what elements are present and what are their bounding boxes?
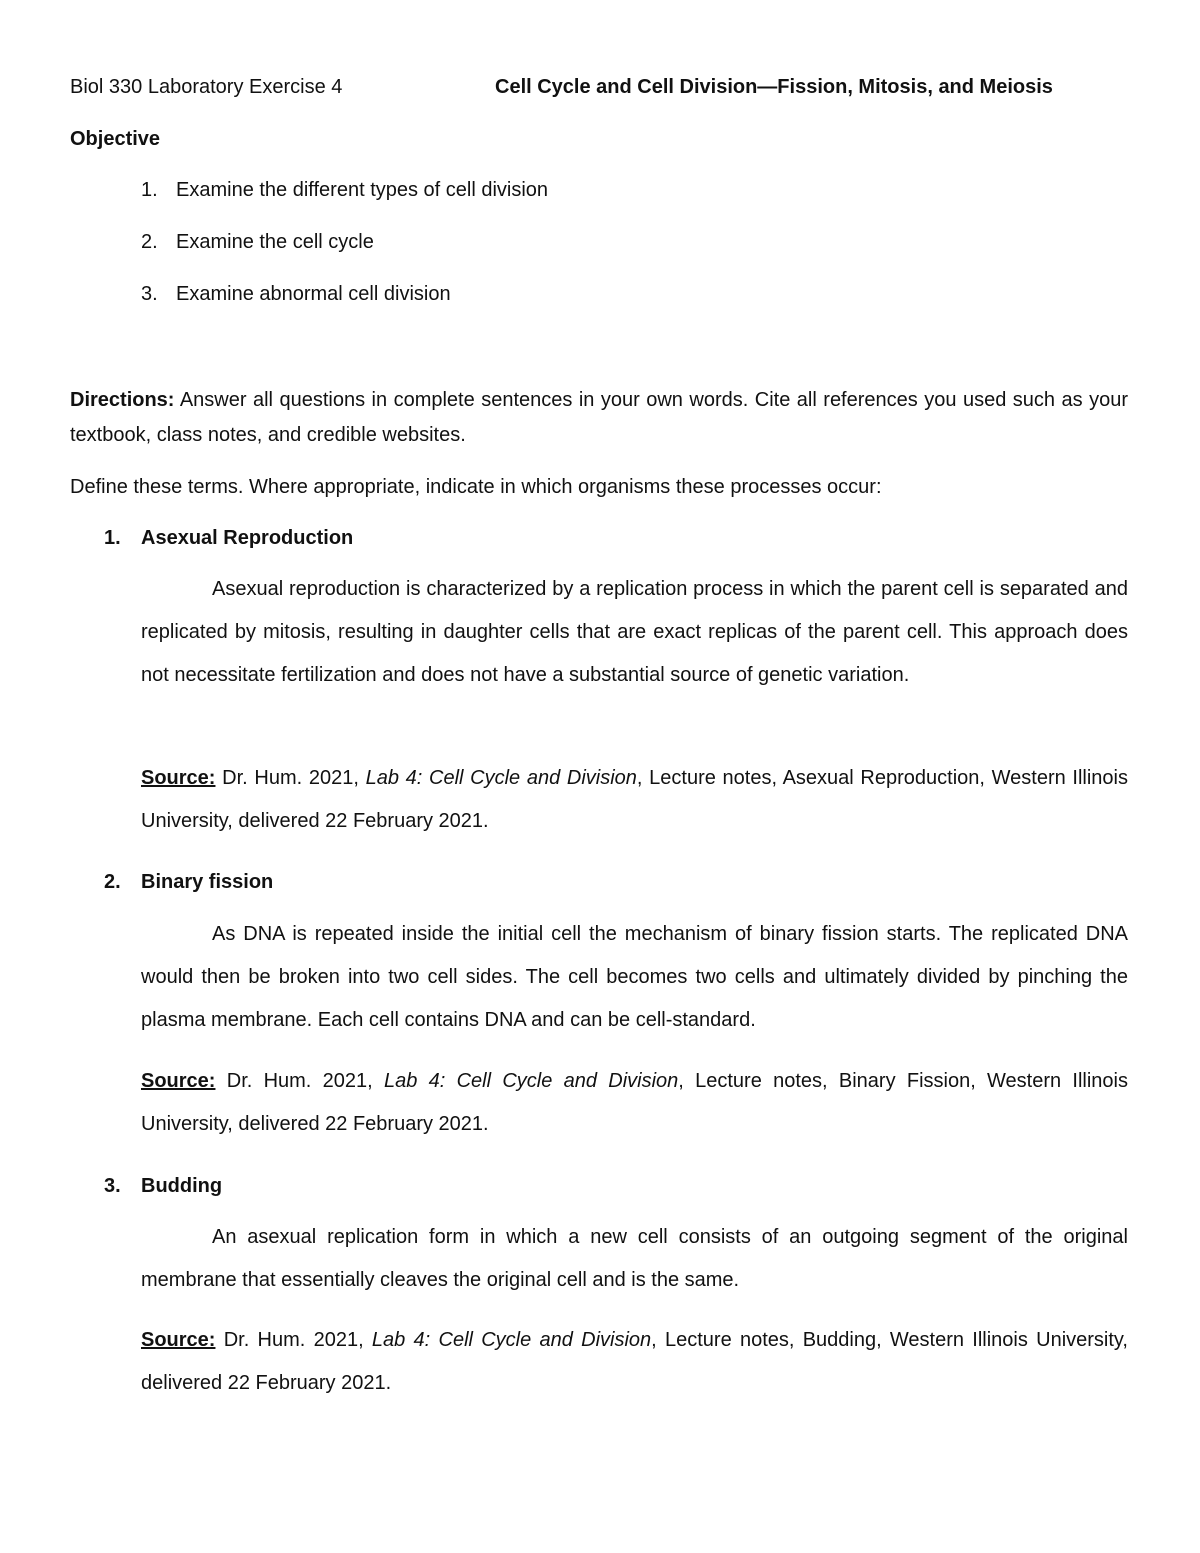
list-item-number: 1.	[141, 179, 158, 201]
source-title: Lab 4: Cell Cycle and Division	[371, 1329, 652, 1351]
source-post: , Lecture notes, Asexual Reproduction, Western Illinois University, delivered 22 February 2021.	[141, 767, 1128, 832]
source-label: Source:	[141, 767, 216, 789]
directions-label: Directions:	[70, 389, 175, 411]
term-answer: Asexual reproduction is characterized by a replication process in which the parent cell is separated and replicated by mitosis, resulting in daughter cells that are exact replicas of the parent cell. This approach does not necessitate fertilization and does not have a substantial source of genetic variation.	[141, 578, 1128, 686]
term-number: 3.	[104, 1175, 121, 1197]
directions-paragraph	[70, 383, 1128, 453]
source-post: , Lecture notes, Binary Fission, Western Illinois University, delivered 22 February 2021.	[141, 1070, 1128, 1135]
list-item-number: 2.	[141, 231, 158, 253]
term-answer: As DNA is repeated inside the initial cell the mechanism of binary fission starts. The replicated DNA would then be broken into two cell sides. The cell becomes two cells and ultimately divided by pinching the plasma membrane. Each cell contains DNA and can be cell-standard.	[141, 923, 1128, 1031]
term-source	[141, 1060, 1128, 1146]
term-title: Binary fission	[141, 871, 274, 893]
term-number: 1.	[104, 527, 121, 549]
source-label: Source:	[141, 1329, 216, 1351]
term-number: 2.	[104, 871, 121, 893]
term-title: Asexual Reproduction	[141, 527, 354, 549]
directions-text: Answer all questions in complete sentences in your own words. Cite all references you used such as your textbook, class notes, and credible websites.	[70, 389, 1128, 446]
source-pre: Dr. Hum. 2021,	[215, 767, 366, 789]
term-title: Budding	[141, 1175, 223, 1197]
list-item-number: 3.	[141, 283, 158, 305]
list-item-text: Examine the cell cycle	[176, 231, 374, 253]
source-pre: Dr. Hum. 2021,	[215, 1070, 384, 1092]
source-post: , Lecture notes, Budding, Western Illinois University, delivered 22 February 2021.	[141, 1329, 1128, 1394]
define-intro: Define these terms. Where appropriate, indicate in which organisms these processes occur:	[70, 476, 882, 498]
list-item-text: Examine abnormal cell division	[176, 283, 451, 305]
objective-heading: Objective	[70, 128, 161, 150]
course-label: Biol 330 Laboratory Exercise 4	[70, 76, 343, 98]
source-title: Lab 4: Cell Cycle and Division	[365, 767, 637, 789]
source-pre: Dr. Hum. 2021,	[215, 1329, 372, 1351]
source-label: Source:	[141, 1070, 216, 1092]
term-answer: An asexual replication form in which a new cell consists of an outgoing segment of the original membrane that essentially cleaves the original cell and is the same.	[141, 1226, 1128, 1291]
term-source	[141, 1319, 1128, 1405]
term-source	[141, 757, 1128, 843]
source-title: Lab 4: Cell Cycle and Division	[383, 1070, 679, 1092]
list-item-text: Examine the different types of cell division	[176, 179, 549, 201]
document-title: Cell Cycle and Cell Division—Fission, Mitosis, and Meiosis	[495, 76, 1053, 98]
